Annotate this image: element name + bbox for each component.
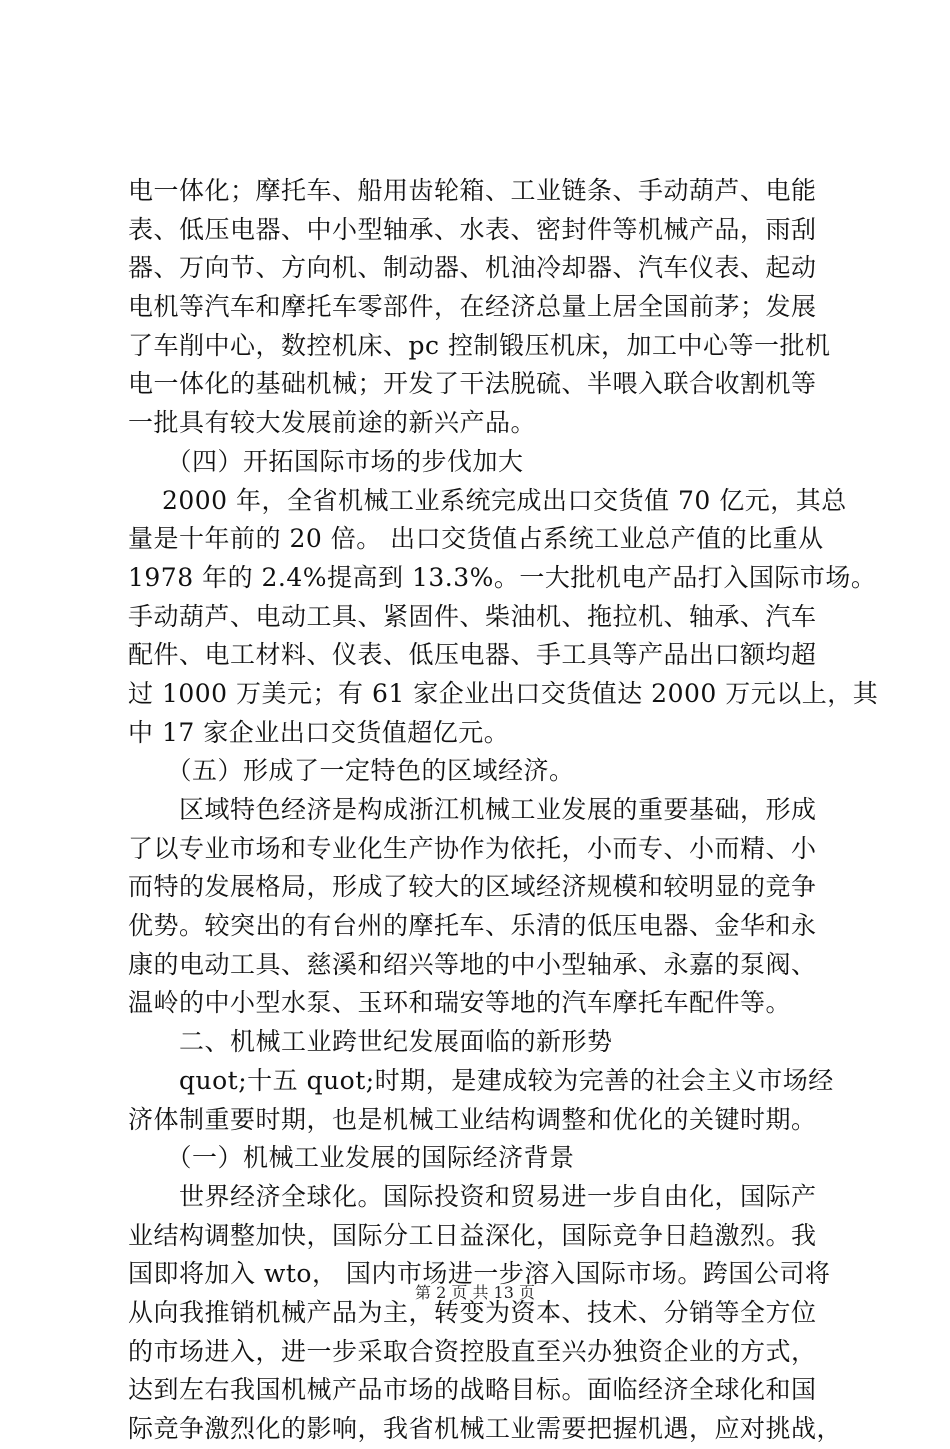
text-line: 手动葫芦、电动工具、紧固件、柴油机、拖拉机、轴承、汽车 xyxy=(128,601,817,631)
text-line: 康的电动工具、慈溪和绍兴等地的中小型轴承、永嘉的泵阀、 xyxy=(128,949,817,979)
text-line: 世界经济全球化。国际投资和贸易进一步自由化，国际产 xyxy=(128,1181,817,1211)
text-line: 济体制重要时期，也是机械工业结构调整和优化的关键时期。 xyxy=(128,1104,817,1134)
text-line: 从向我推销机械产品为主，转变为资本、技术、分销等全方位 xyxy=(128,1297,817,1327)
text-line: 过 1000 万美元；有 61 家企业出口交货值达 2000 万元以上，其 xyxy=(128,678,879,708)
text-line: 的市场进入，进一步采取合资控股直至兴办独资企业的方式， xyxy=(128,1336,817,1366)
text-line: 电一体化；摩托车、船用齿轮箱、工业链条、手动葫芦、电能 xyxy=(128,176,817,205)
text-line: 国即将加入 wto， 国内市场进一步溶入国际市场。跨国公司将 xyxy=(128,1259,831,1289)
section-heading: （四）开拓国际市场的步伐加大 xyxy=(128,446,524,476)
text-line: 区域特色经济是构成浙江机械工业发展的重要基础，形成 xyxy=(128,795,817,824)
section-heading: （一）机械工业发展的国际经济背景 xyxy=(128,1143,575,1173)
text-line: 量是十年前的 20 倍。 出口交货值占系统工业总产值的比重从 xyxy=(128,524,824,554)
text-line: 一批具有较大发展前途的新兴产品。 xyxy=(128,408,537,438)
text-line: 优势。较突出的有台州的摩托车、乐清的低压电器、金华和永 xyxy=(128,911,817,941)
text-line: 2000 年，全省机械工业系统完成出口交货值 70 亿元，其总 xyxy=(128,485,847,515)
section-heading: （五）形成了一定特色的区域经济。 xyxy=(128,756,575,786)
page-footer: 第 2 页 共 13 页 xyxy=(415,1283,535,1302)
text-line: 而特的发展格局，形成了较大的区域经济规模和较明显的竞争 xyxy=(128,872,817,902)
text-line: 器、万向节、方向机、制动器、机油冷却器、汽车仪表、起动 xyxy=(128,253,817,283)
text-line: 业结构调整加快，国际分工日益深化，国际竞争日趋激烈。我 xyxy=(128,1220,817,1250)
body-text xyxy=(128,172,879,1449)
text-line: 达到左右我国机械产品市场的战略目标。面临经济全球化和国 xyxy=(128,1375,817,1405)
text-line: quot;十五 quot;时期，是建成较为完善的社会主义市场经 xyxy=(128,1065,834,1095)
text-line: 了以专业市场和专业化生产协作为依托，小而专、小而精、小 xyxy=(128,833,817,863)
text-line: 了车削中心，数控机床、pc 控制锻压机床，加工中心等一批机 xyxy=(128,330,831,360)
section-heading: 二、机械工业跨世纪发展面临的新形势 xyxy=(128,1027,613,1057)
text-line: 温岭的中小型水泵、玉环和瑞安等地的汽车摩托车配件等。 xyxy=(128,988,792,1018)
text-line: 际竞争激烈化的影响，我省机械工业需要把握机遇，应对挑战， xyxy=(128,1414,843,1443)
text-line: 表、低压电器、中小型轴承、水表、密封件等机械产品，雨刮 xyxy=(128,214,817,244)
text-line: 配件、电工材料、仪表、低压电器、手工具等产品出口额均超 xyxy=(128,640,817,670)
text-line: 电一体化的基础机械；开发了干法脱硫、半喂入联合收割机等 xyxy=(128,369,817,399)
text-line: 中 17 家企业出口交货值超亿元。 xyxy=(128,717,510,747)
text-line: 电机等汽车和摩托车零部件，在经济总量上居全国前茅；发展 xyxy=(128,292,817,322)
text-line: 1978 年的 2.4%提高到 13.3%。一大批机电产品打入国际市场。 xyxy=(128,562,877,592)
